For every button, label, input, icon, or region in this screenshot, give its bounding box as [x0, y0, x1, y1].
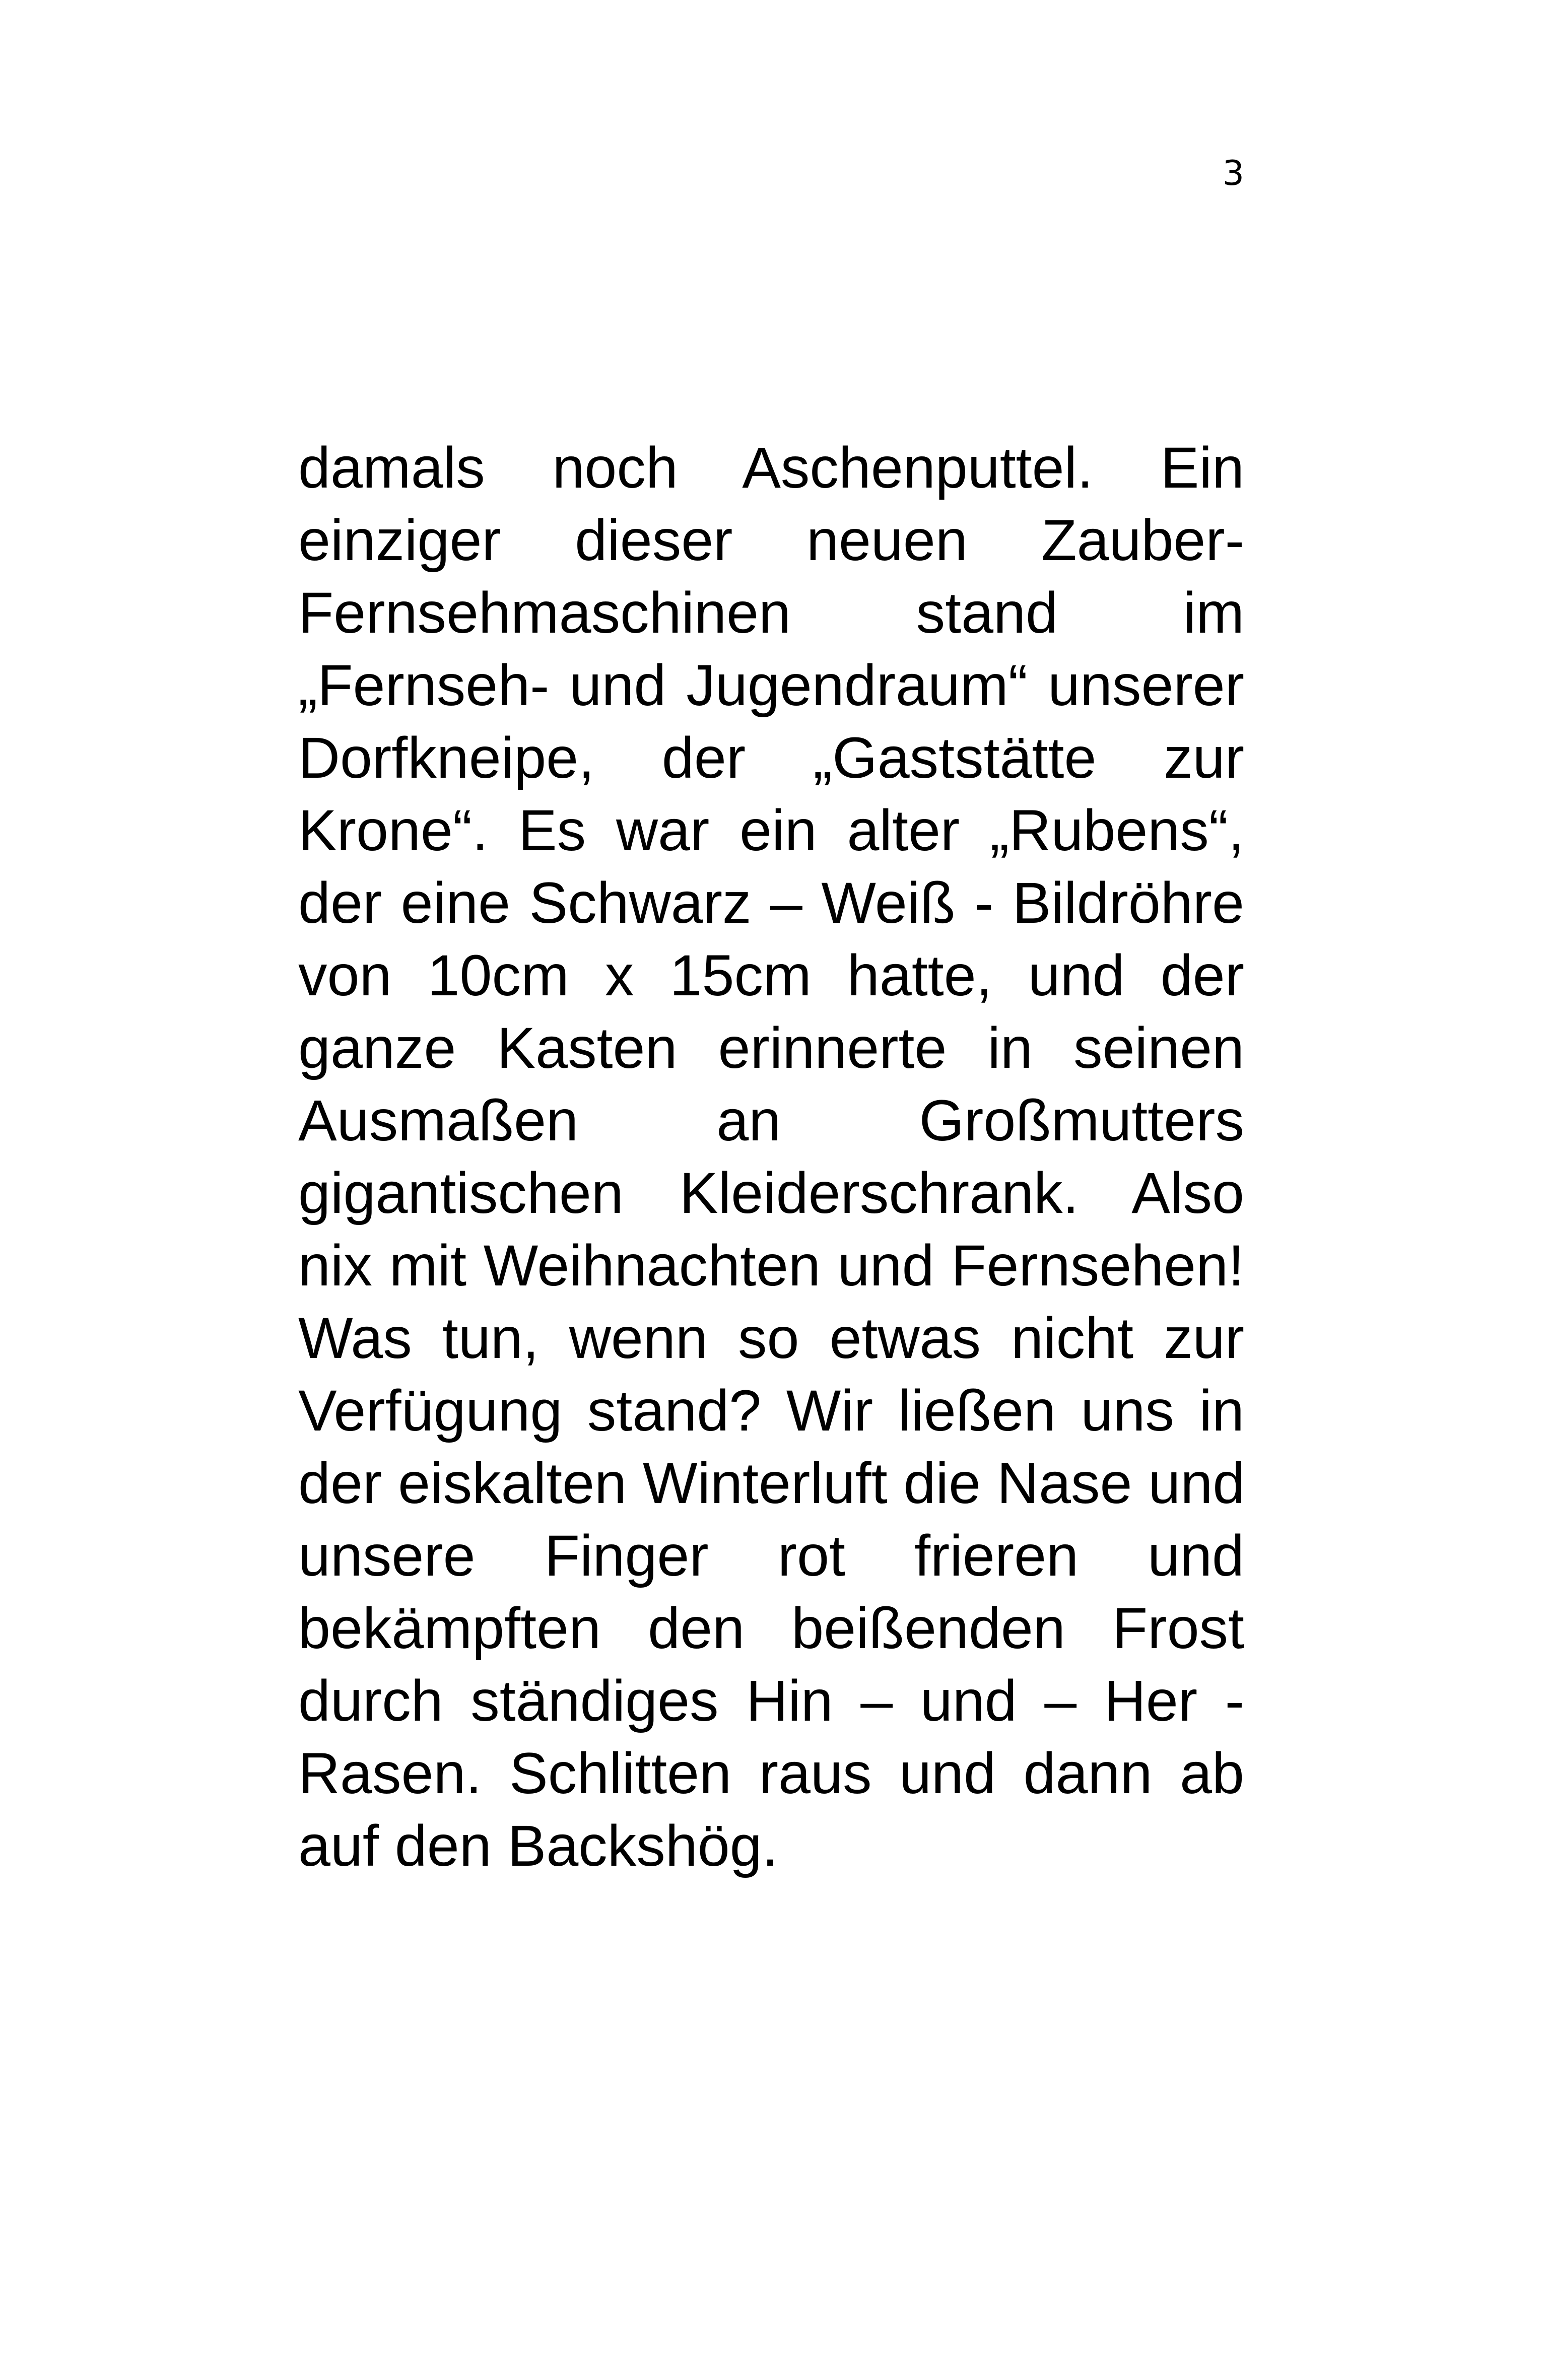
text-line: auf den Backshög.: [298, 1814, 778, 1878]
text-line: einziger dieser neuen Zauber-: [298, 508, 1244, 573]
text-line: nix mit Weihnachten und Fernsehen!: [298, 1234, 1244, 1298]
text-line: Krone“. Es war ein alter „Rubens“,: [298, 798, 1244, 863]
text-line: „Fernseh- und Jugendraum“ unserer: [298, 653, 1244, 718]
text-line: Was tun, wenn so etwas nicht zur: [298, 1306, 1244, 1371]
text-line: von 10cm x 15cm hatte, und der: [298, 943, 1244, 1008]
text-line: gigantischen Kleiderschrank. Also: [298, 1161, 1244, 1226]
body-text: [298, 432, 1244, 1882]
text-line: damals noch Aschenputtel. Ein: [298, 436, 1244, 500]
text-line: durch ständiges Hin – und – Her -: [298, 1669, 1244, 1733]
text-line: bekämpften den beißenden Frost: [298, 1596, 1244, 1661]
text-line: der eiskalten Winterluft die Nase und: [298, 1451, 1245, 1516]
text-line: der eine Schwarz – Weiß - Bildröhre: [298, 871, 1244, 935]
page-number: 3: [1222, 154, 1244, 193]
text-line: Rasen. Schlitten raus und dann ab: [298, 1741, 1244, 1806]
text-line: Ausmaßen an Großmutters: [298, 1089, 1244, 1153]
text-line: Fernsehmaschinen stand im: [298, 581, 1244, 645]
text-line: Dorfkneipe, der „Gaststätte zur: [298, 726, 1244, 790]
text-line: ganze Kasten erinnerte in seinen: [298, 1016, 1244, 1080]
text-line: unsere Finger rot frieren und: [298, 1524, 1244, 1588]
text-line: Verfügung stand? Wir ließen uns in: [298, 1379, 1244, 1443]
